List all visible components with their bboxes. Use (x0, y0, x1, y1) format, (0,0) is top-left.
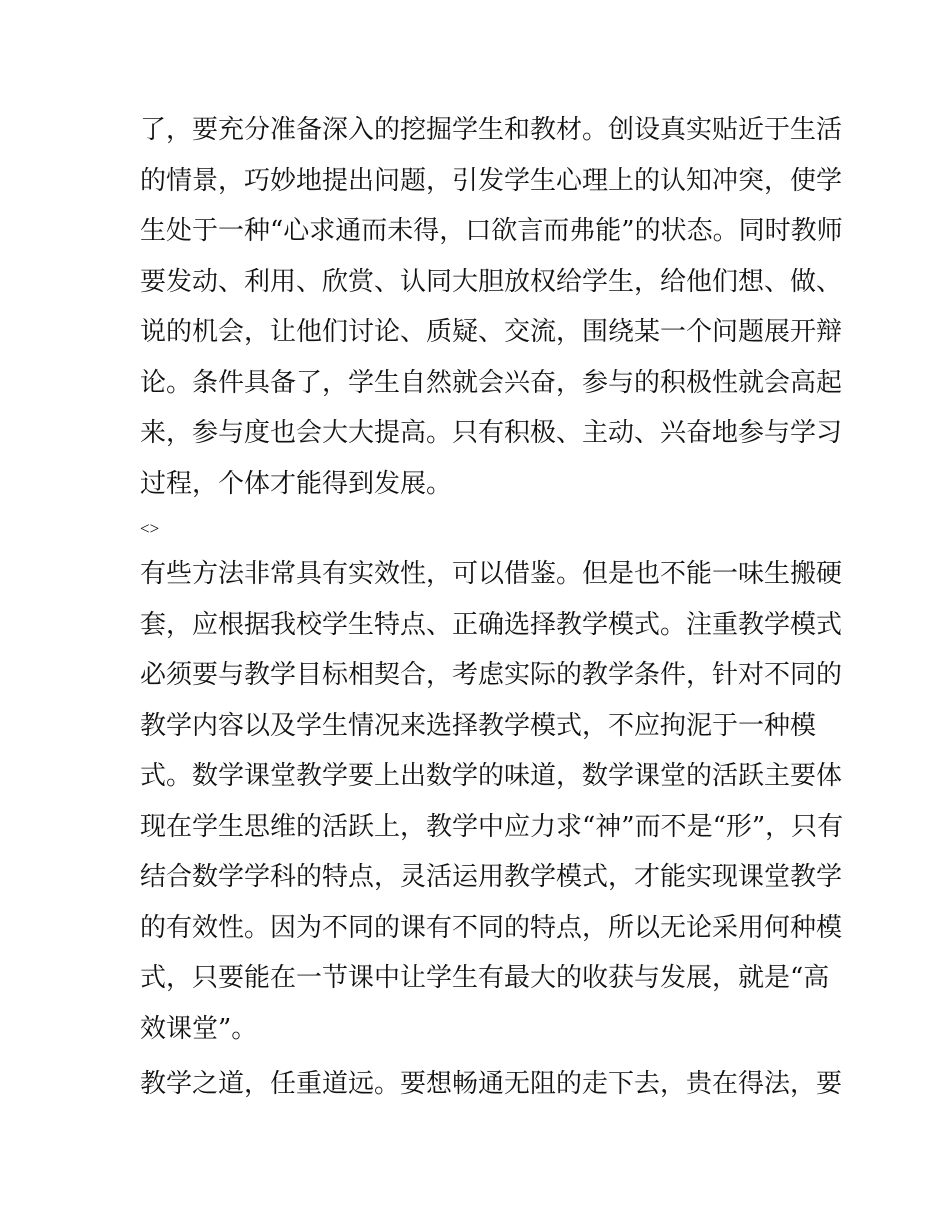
paragraph-3 (140, 1059, 843, 1110)
paragraph-line: 式。数学课堂教学要上出数学的味道，数学课堂的活跃主要体 (140, 761, 843, 791)
paragraph-line: 有些方法非常具有实效性，可以借鉴。但是也不能一味生搬硬 (140, 559, 843, 589)
paragraph-line: 效课堂”。 (140, 1013, 258, 1044)
paragraph-line: 过程，个体才能得到发展。 (140, 468, 453, 499)
paragraph-line: 现在学生思维的活跃上，教学中应力求“神”而不是“形”，只有 (140, 811, 844, 842)
paragraph-line: 结合数学学科的特点，灵活运用教学模式，才能实现课堂教学 (140, 862, 843, 892)
section-marker: <> (140, 519, 160, 538)
paragraph-line: 生处于一种“心求通而未得，口欲言而弗能”的状态。同时教师 (140, 216, 843, 246)
paragraph-1 (140, 105, 843, 509)
paragraph-line: 必须要与教学目标相契合，考虑实际的教学条件，针对不同的 (140, 660, 843, 690)
paragraph-line: 式，只要能在一节课中让学生有最大的收获与发展，就是“高 (140, 963, 830, 993)
paragraph-line: 来，参与度也会大大提高。只有积极、主动、兴奋地参与学习 (140, 418, 843, 448)
paragraph-line: 了，要充分准备深入的挖掘学生和教材。创设真实贴近于生活 (140, 115, 843, 145)
paragraph-line: 套，应根据我校学生特点、正确选择教学模式。注重教学模式 (140, 609, 843, 640)
paragraph-line: 教学之道，任重道远。要想畅通无阻的走下去，贵在得法，要 (140, 1069, 843, 1099)
paragraph-line: 的情景，巧妙地提出问题，引发学生心理上的认知冲突，使学 (140, 165, 843, 196)
paragraph-line: 的有效性。因为不同的课有不同的特点，所以无论采用何种模 (140, 912, 843, 943)
paragraph-line: 说的机会，让他们讨论、质疑、交流，围绕某一个问题展开辩 (140, 317, 843, 347)
paragraph-line: 要发动、利用、欣赏、认同大胆放权给学生，给他们想、做、 (140, 266, 843, 297)
paragraph-2 (140, 549, 844, 1054)
paragraph-line: 教学内容以及学生情况来选择教学模式，不应拘泥于一种模 (140, 710, 817, 741)
paragraph-line: 论。条件具备了，学生自然就会兴奋，参与的积极性就会高起 (140, 367, 843, 398)
